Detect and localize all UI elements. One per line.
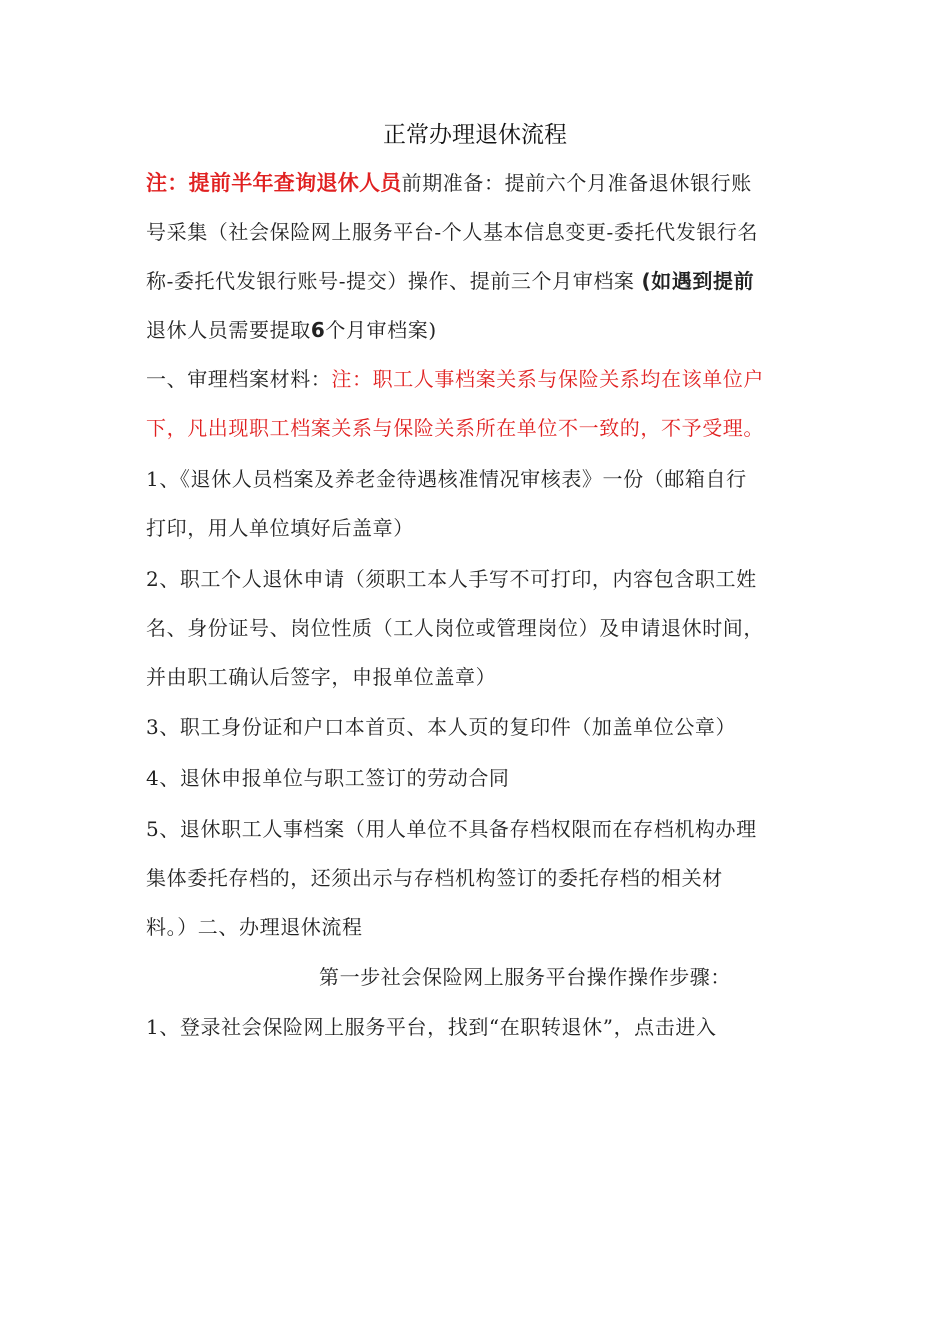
section1-heading-line (146, 364, 764, 394)
advance-note: 注：提前半年查询退休人员 (146, 171, 402, 195)
intro-line-3-bold: (如遇到提前 (641, 269, 755, 293)
item-4: 4、退休申报单位与职工签订的劳动合同 (146, 766, 510, 790)
item-2-line-3: 并由职工确认后签字，申报单位盖章） (146, 665, 497, 689)
prep-text: 前期准备：提前六个月准备退休银行账 (401, 171, 752, 195)
item-1-line-2: 打印，用人单位填好后盖章） (146, 516, 414, 540)
intro-line-3 (146, 266, 754, 296)
item-2-line-1: 2、职工个人退休申请（须职工本人手写不可打印，内容包含职工姓 (146, 567, 757, 591)
intro-line-4-c: 个月审档案) (325, 318, 437, 342)
section1-heading: 一、审理档案材料： (146, 367, 332, 391)
intro-line-3-text: 称-委托代发银行账号-提交）操作、提前三个月审档案 (146, 269, 642, 293)
intro-line-4 (146, 315, 437, 345)
intro-line-4-number: 6 (310, 318, 326, 342)
step1-item-1: 1、登录社会保险网上服务平台，找到“在职转退休”，点击进入 (146, 1015, 717, 1039)
item-1-line-1: 1、《退休人员档案及养老金待遇核准情况审核表》一份（邮箱自行 (146, 467, 747, 491)
intro-line-1 (146, 168, 752, 198)
item-5-line-2: 集体委托存档的，还须出示与存档机构签订的委托存档的相关材 (146, 866, 723, 890)
page-title: 正常办理退休流程 (383, 122, 567, 148)
intro-line-4-a: 退休人员需要提取 (146, 318, 311, 342)
section1-note-a: 注：职工人事档案关系与保险关系均在该单位户 (331, 367, 765, 391)
intro-line-2: 号采集（社会保险网上服务平台-个人基本信息变更-委托代发银行名 (146, 220, 759, 244)
item-2-line-2: 名、身份证号、岗位性质（工人岗位或管理岗位）及申请退休时间， (146, 616, 764, 640)
item-5-line-3: 料。）二、办理退休流程 (146, 915, 363, 939)
item-3: 3、职工身份证和户口本首页、本人页的复印件（加盖单位公章） (146, 715, 737, 739)
section1-note-b: 下，凡出现职工档案关系与保险关系所在单位不一致的，不予受理。 (146, 416, 764, 440)
item-5-line-1: 5、退休职工人事档案（用人单位不具备存档权限而在存档机构办理 (146, 817, 757, 841)
step1-heading: 第一步社会保险网上服务平台操作操作步骤： (319, 965, 731, 989)
